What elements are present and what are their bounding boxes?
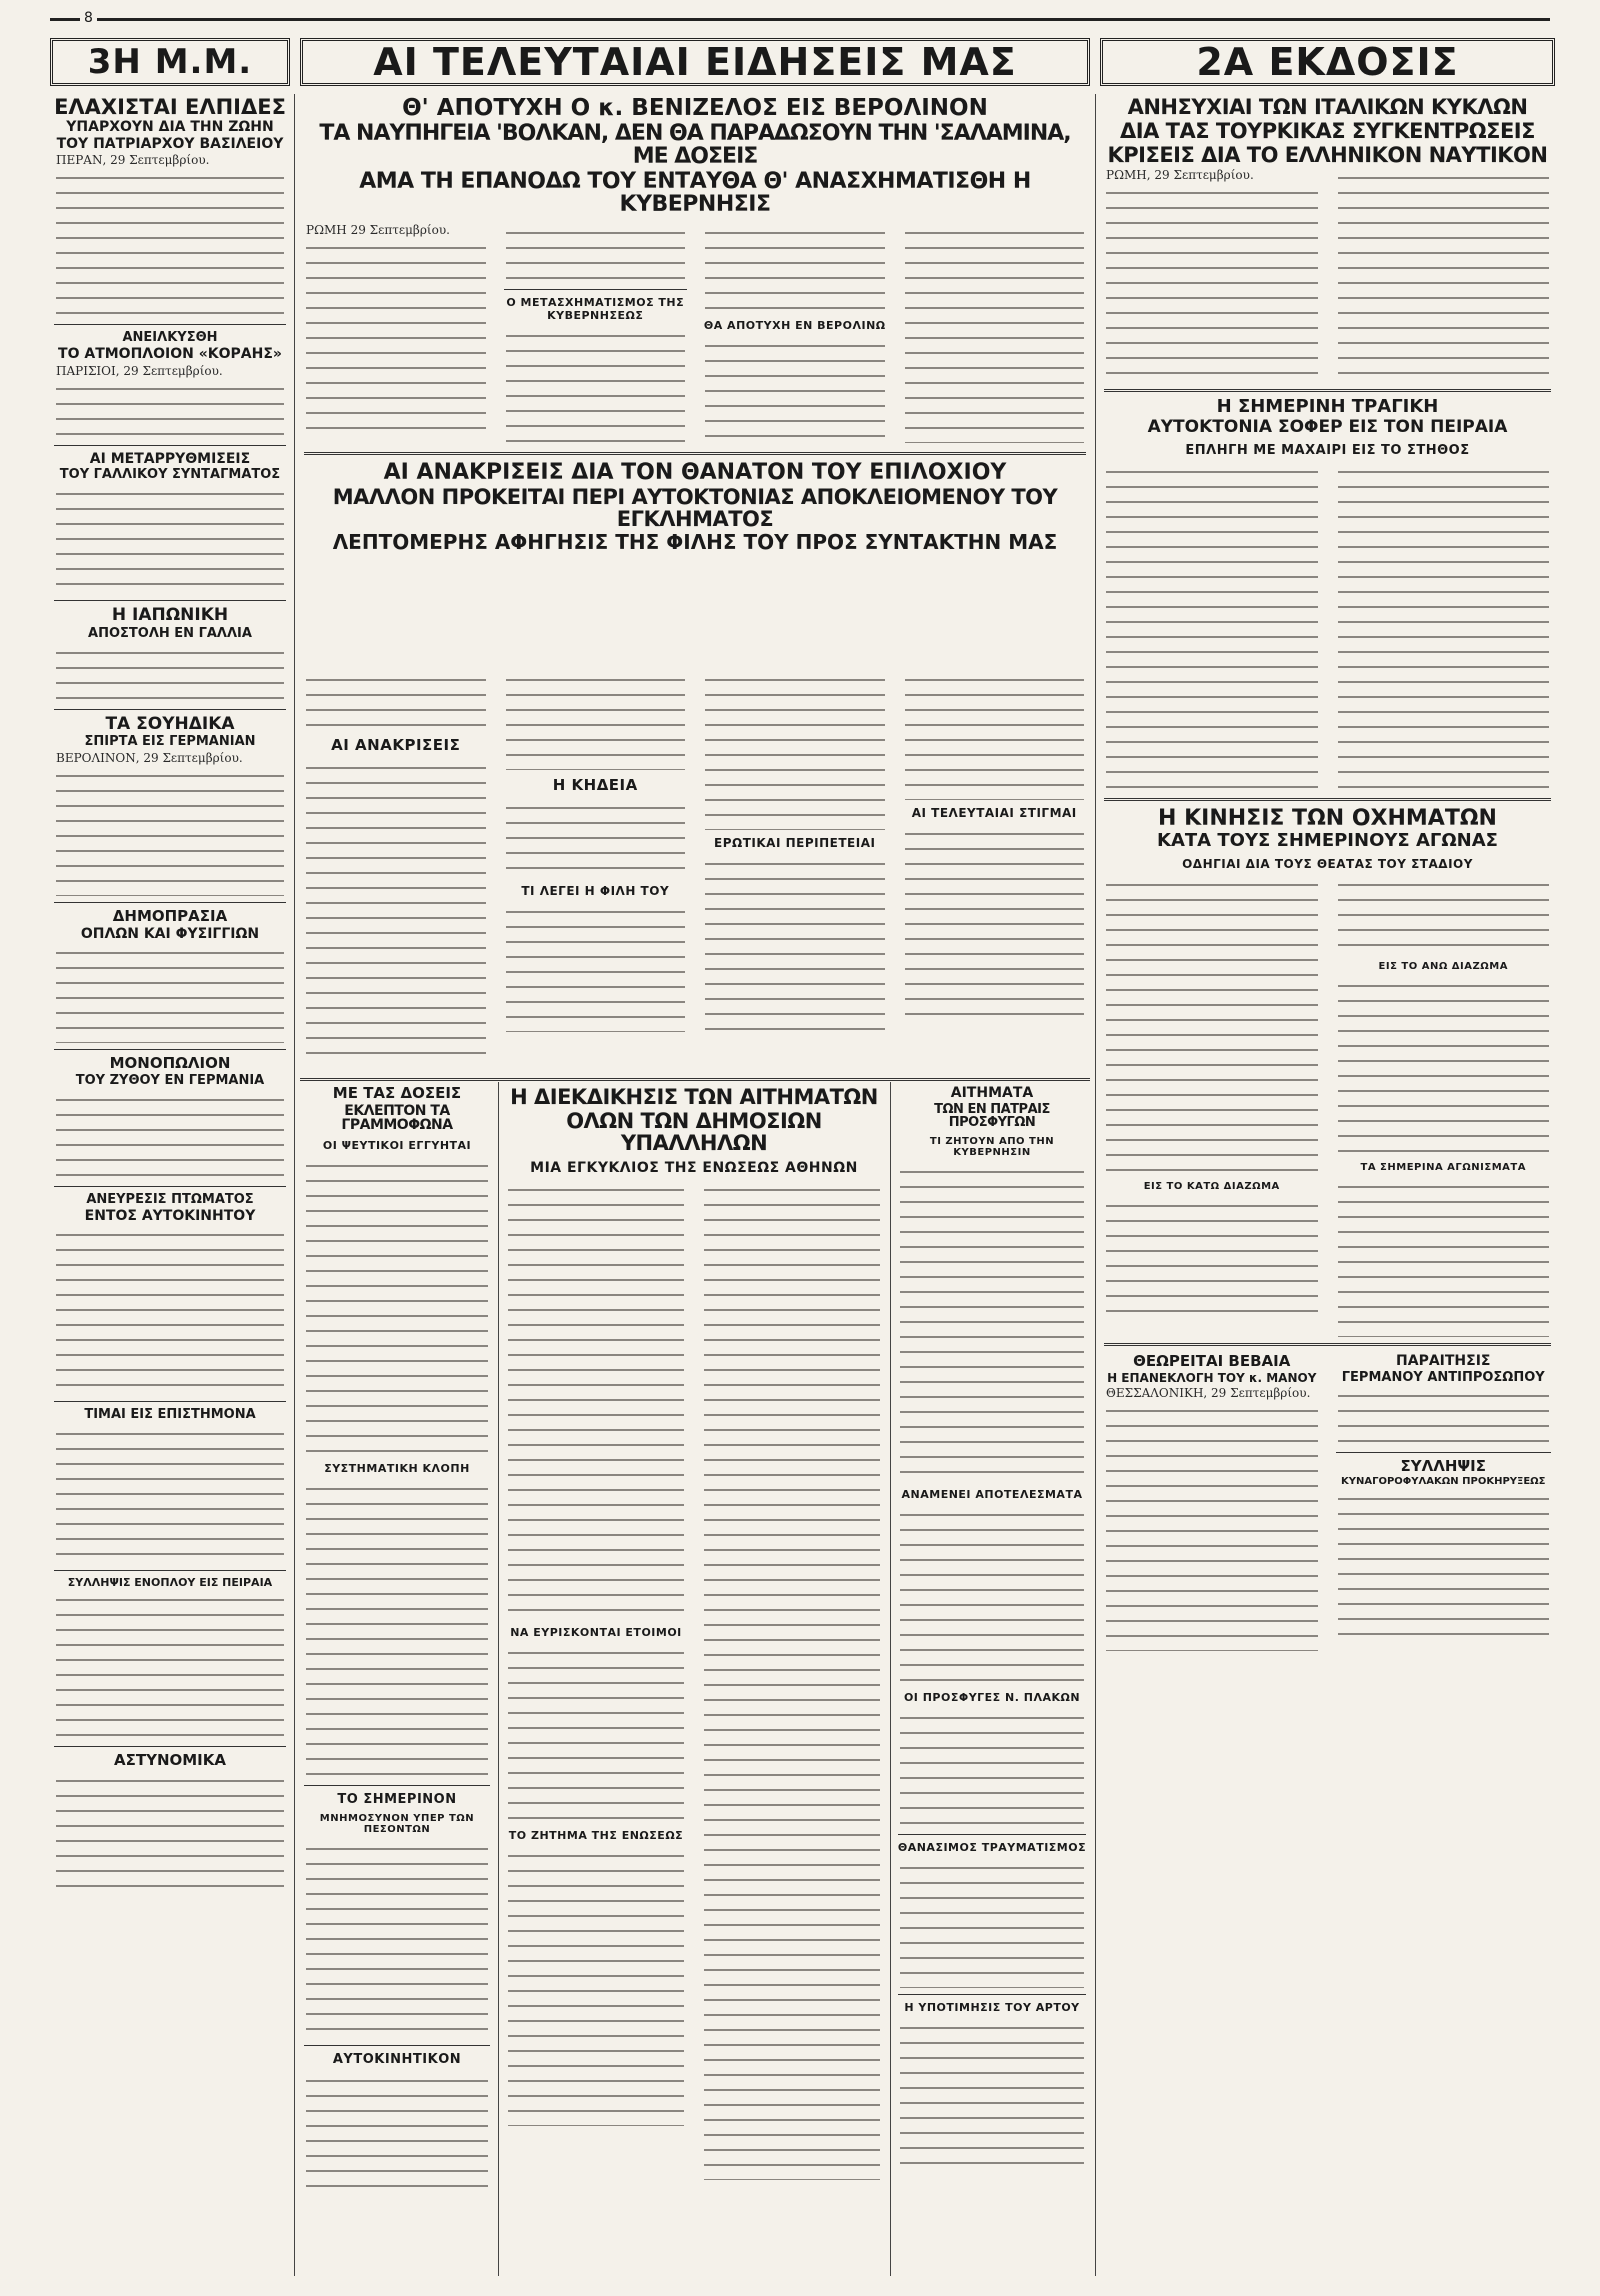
subheading: ΜΙΑ ΕΓΚΥΚΛΙΟΣ ΤΗΣ ΕΝΩΣΕΩΣ ΑΘΗΝΩΝ <box>530 1160 858 1177</box>
subheading: ΑΝΑΜΕΝΕΙ ΑΠΟΤΕΛΕΣΜΑΤΑ <box>901 1487 1083 1501</box>
article-body <box>705 336 885 446</box>
headline: ΤΙΜΑΙ ΕΙΣ ΕΠΙΣΤΗΜΟΝΑ <box>84 1407 256 1423</box>
banner-left: 3Η Μ.Μ. <box>50 38 290 86</box>
headline: Η ΙΑΠΩΝΙΚΗ <box>111 605 229 626</box>
headline: ΜΕ ΤΑΣ ΔΟΣΕΙΣ <box>332 1084 462 1102</box>
article-body <box>900 1505 1084 1685</box>
headline: Η ΚΙΝΗΣΙΣ ΤΩΝ ΟΧΗΜΑΤΩΝ <box>1158 805 1497 831</box>
article-body <box>306 670 486 730</box>
lower-column-b <box>502 1084 886 2274</box>
article-body <box>1338 875 1550 955</box>
headline: ΑΙ ΑΝΑΚΡΙΣΕΙΣ ΔΙΑ ΤΟΝ ΘΑΝΑΤΟΝ ΤΟΥ ΕΠΙΛΟΧΙΟΥ <box>383 459 1007 485</box>
article-body <box>705 854 885 1034</box>
left-column <box>50 94 290 2276</box>
column-rule <box>1095 94 1096 2276</box>
article-body <box>1338 168 1550 383</box>
article-body <box>1338 1177 1550 1337</box>
article-body <box>905 824 1085 1024</box>
article-dateline: ΘΕΣΣΑΛΟΝΙΚΗ, 29 Σεπτεμβρίου. <box>1106 1386 1311 1401</box>
headline: ΤΟΥ ΓΑΛΛΙΚΟΥ ΣΥΝΤΑΓΜΑΤΟΣ <box>59 467 281 483</box>
subheading: Η ΚΗΔΕΙΑ <box>552 776 638 794</box>
center-mid-article <box>300 670 1090 1070</box>
subheading: ΤΟ ΣΗΜΕΡΙΝΟΝ <box>337 1792 457 1808</box>
subheading: ΕΙΣ ΤΟ ΚΑΤΩ ΔΙΑΖΩΜΑ <box>1143 1180 1280 1192</box>
headline: ΔΙΑ ΤΑΣ ΤΟΥΡΚΙΚΑΣ ΣΥΓΚΕΝΤΡΩΣΕΙΣ <box>1120 119 1535 144</box>
subheading: ΝΑ ΕΥΡΙΣΚΟΝΤΑΙ ΕΤΟΙΜΟΙ <box>510 1626 682 1640</box>
divider <box>54 324 286 325</box>
lower-column-c <box>894 1084 1090 2274</box>
headline: ΣΥΛΛΗΨΙΣ ΕΝΟΠΛΟΥ ΕΙΣ ΠΕΙΡΑΙΑ <box>67 1575 273 1589</box>
divider <box>54 902 286 903</box>
headline: ΑΙΤΗΜΑΤΑ <box>950 1085 1034 1101</box>
divider <box>1104 1343 1551 1346</box>
headline: Η ΕΠΑΝΕΚΛΟΓΗ ΤΟΥ κ. ΜΑΝΟΥ <box>1107 1370 1317 1385</box>
subheading: ΤΑ ΣΗΜΕΡΙΝΑ ΑΓΩΝΙΣΜΑΤΑ <box>1360 1161 1526 1173</box>
divider <box>54 445 286 446</box>
article-body <box>905 223 1085 443</box>
article-body <box>508 1846 684 2126</box>
subheading: ΕΡΩΤΙΚΑΙ ΠΕΡΙΠΕΤΕΙΑΙ <box>714 836 876 850</box>
divider <box>54 1746 286 1747</box>
article-body <box>306 758 486 1058</box>
subheading: ΤΙ ΛΕΓΕΙ Η ΦΙΛΗ ΤΟΥ <box>521 884 670 898</box>
article-body <box>506 223 686 283</box>
article-body <box>900 1162 1084 1482</box>
right-column <box>1100 94 1555 2276</box>
article-body <box>506 902 686 1032</box>
headline: ΤΑ ΣΟΥΗΔΙΚΑ <box>105 713 235 734</box>
subheading: ΟΙ ΠΡΟΣΦΥΓΕΣ Ν. ΠΛΑΚΩΝ <box>903 1690 1081 1704</box>
subheading: ΑΥΤΟΚΙΝΗΤΙΚΟΝ <box>332 2052 462 2068</box>
article-body <box>1338 976 1550 1156</box>
headline: ΤΑ ΝΑΥΠΗΓΕΙΑ 'ΒΟΛΚΑΝ, ΔΕΝ ΘΑ ΠΑΡΑΔΩΣΟΥΝ ΤΗΝ 'ΣΑΛΑΜΙΝΑ, ΜΕ ΔΟΣΕΙΣ <box>319 121 1071 170</box>
newspaper-page <box>10 10 1590 2286</box>
article-body <box>705 223 885 313</box>
article-body <box>1338 1489 1550 1639</box>
subheading: ΟΙ ΨΕΥΤΙΚΟΙ ΕΓΓΥΗΤΑΙ <box>322 1139 472 1153</box>
article-body <box>1106 875 1318 1175</box>
top-rule <box>50 18 1550 21</box>
article-body <box>306 1479 488 1779</box>
divider <box>54 1570 286 1571</box>
article-body <box>508 1643 684 1823</box>
article-body <box>56 379 284 439</box>
page-number: 8 <box>80 10 97 26</box>
divider <box>54 709 286 710</box>
headline: ΤΩΝ ΕΝ ΠΑΤΡΑΙΣ ΠΡΟΣΦΥΓΩΝ <box>934 1101 1050 1131</box>
subheading: Ο ΜΕΤΑΣΧΗΜΑΤΙΣΜΟΣ ΤΗΣ ΚΥΒΕΡΝΗΣΕΩΣ <box>506 295 685 322</box>
subheading: ΘΑΝΑΣΙΜΟΣ ΤΡΑΥΜΑΤΙΣΜΟΣ <box>897 1840 1087 1854</box>
headline: ΜΑΛΛΟΝ ΠΡΟΚΕΙΤΑΙ ΠΕΡΙ ΑΥΤΟΚΤΟΝΙΑΣ ΑΠΟΚΛΕΙΟΜΕΝΟΥ ΤΟΥ ΕΓΚΛΗΜΑΤΟΣ <box>332 484 1058 531</box>
headline: ΣΠΙΡΤΑ ΕΙΣ ΓΕΡΜΑΝΙΑΝ <box>84 734 256 750</box>
divider <box>1104 389 1551 392</box>
divider <box>898 1994 1086 1995</box>
divider <box>304 1785 490 1786</box>
article-body <box>1106 1401 1318 1651</box>
article-body <box>56 1590 284 1740</box>
subheading: ΑΙ ΤΕΛΕΥΤΑΙΑΙ ΣΤΙΓΜΑΙ <box>911 806 1077 820</box>
section-divider <box>300 1078 1090 1081</box>
headline: ΠΑΡΑΙΤΗΣΙΣ <box>1396 1352 1491 1369</box>
article-body <box>900 1858 1084 1988</box>
headline: Η ΔΙΕΚΔΙΚΗΣΙΣ ΤΩΝ ΑΙΤΗΜΑΤΩΝ <box>510 1085 878 1109</box>
article-body <box>56 1225 284 1395</box>
headline: ΑΜΑ ΤΗ ΕΠΑΝΟΔΩ ΤΟΥ ΕΝΤΑΥΘΑ Θ' ΑΝΑΣΧΗΜΑΤΙΣΘΗ Η ΚΥΒΕΡΝΗΣΙΣ <box>359 169 1031 218</box>
headline: ΔΗΜΟΠΡΑΣΙΑ <box>112 907 228 926</box>
divider <box>504 289 688 290</box>
article-body <box>56 943 284 1043</box>
divider <box>54 1401 286 1402</box>
banner-center: ΑΙ ΤΕΛΕΥΤΑΙΑΙ ΕΙΔΗΣΕΙΣ ΜΑΣ <box>300 38 1090 86</box>
article-body <box>56 1424 284 1564</box>
article-body <box>506 670 686 770</box>
headline: ΚΡΙΣΕΙΣ ΔΙΑ ΤΟ ΕΛΛΗΝΙΚΟΝ ΝΑΥΤΙΚΟΝ <box>1107 143 1548 168</box>
headline: ΘΕΩΡΕΙΤΑΙ ΒΕΒΑΙΑ <box>1133 1351 1291 1370</box>
column-rule <box>294 94 295 2276</box>
headline: ΚΑΤΑ ΤΟΥΣ ΣΗΜΕΡΙΝΟΥΣ ΑΓΩΝΑΣ <box>1157 829 1498 851</box>
headline: ΥΠΑΡΧΟΥΝ ΔΙΑ ΤΗΝ ΖΩΗΝ <box>66 119 274 136</box>
subheading: ΤΟ ΖΗΤΗΜΑ ΤΗΣ ΕΝΩΣΕΩΣ <box>508 1829 684 1843</box>
subheading: ΕΙΣ ΤΟ ΑΝΩ ΔΙΑΖΩΜΑ <box>1378 960 1508 972</box>
column-rule <box>890 1082 891 2276</box>
subheading: ΕΠΛΗΓΗ ΜΕ ΜΑΧΑΙΡΙ ΕΙΣ ΤΟ ΣΤΗΘΟΣ <box>1185 442 1470 458</box>
article-body <box>704 1180 880 2180</box>
article-dateline: ΡΩΜΗ 29 Σεπτεμβρίου. <box>306 222 450 237</box>
article-body <box>56 1090 284 1180</box>
article-body <box>56 766 284 896</box>
headline: ΚΥΝΑΓΟΡΟΦΥΛΑΚΩΝ ΠΡΟΚΗΡΥΞΕΩΣ <box>1341 1475 1546 1487</box>
headline: ΟΠΛΩΝ ΚΑΙ ΦΥΣΙΓΓΙΩΝ <box>80 925 260 942</box>
headline: Η ΣΗΜΕΡΙΝΗ ΤΡΑΓΙΚΗ <box>1216 396 1439 418</box>
divider <box>54 1049 286 1050</box>
article-body <box>1338 1386 1550 1446</box>
article-body <box>306 1839 488 2039</box>
article-body <box>1106 1196 1318 1316</box>
headline: ΑΝΕΙΛΚΥΣΘΗ <box>122 330 218 346</box>
banner-right: 2Α ΕΚΔΟΣΙΣ <box>1100 38 1555 86</box>
headline: ΛΕΠΤΟΜΕΡΗΣ ΑΦΗΓΗΣΙΣ ΤΗΣ ΦΙΛΗΣ ΤΟΥ ΠΡΟΣ ΣΥΝΤΑΚΤΗΝ ΜΑΣ <box>332 529 1058 554</box>
subheading: ΤΙ ΖΗΤΟΥΝ ΑΠΟ ΤΗΝ ΚΥΒΕΡΝΗΣΙΝ <box>929 1135 1055 1158</box>
article-dateline: ΒΕΡΟΛΙΝΟΝ, 29 Σεπτεμβρίου. <box>56 751 243 766</box>
subheading: ΟΔΗΓΙΑΙ ΔΙΑ ΤΟΥΣ ΘΕΑΤΑΣ ΤΟΥ ΣΤΑΔΙΟΥ <box>1182 856 1473 871</box>
divider <box>304 2045 490 2046</box>
headline: Θ' ΑΠΟΤΥΧΗ Ο κ. ΒΕΝΙΖΕΛΟΣ ΕΙΣ ΒΕΡΟΛΙΝΟΝ <box>402 95 988 121</box>
article-dateline: ΡΩΜΗ, 29 Σεπτεμβρίου. <box>1106 168 1254 183</box>
headline: ΤΟΥ ΠΑΤΡΙΑΡΧΟΥ ΒΑΣΙΛΕΙΟΥ <box>56 135 284 152</box>
headline: ΜΟΝΟΠΩΛΙΟΝ <box>109 1054 231 1073</box>
headline: ΑΝΗΣΥΧΙΑΙ ΤΩΝ ΙΤΑΛΙΚΩΝ ΚΥΚΛΩΝ <box>1127 95 1528 119</box>
article-body <box>705 670 885 830</box>
divider <box>54 600 286 601</box>
subheading: ΑΙ ΑΝΑΚΡΙΣΕΙΣ <box>331 736 461 754</box>
divider <box>54 1186 286 1187</box>
article-body <box>1106 183 1318 383</box>
center-top-article <box>300 94 1090 664</box>
article-body <box>56 1771 284 1891</box>
divider <box>1104 798 1551 801</box>
divider <box>304 452 1086 455</box>
article-body <box>1106 462 1318 792</box>
column-rule <box>498 1082 499 2276</box>
article-body <box>306 1156 488 1456</box>
article-body <box>56 168 284 318</box>
headline: ΑΙ ΜΕΤΑΡΡΥΘΜΙΣΕΙΣ <box>89 450 251 467</box>
article-dateline: ΠΕΡΑΝ, 29 Σεπτεμβρίου. <box>56 153 210 168</box>
article-body <box>506 798 686 878</box>
headline: ΑΣΤΥΝΟΜΙΚΑ <box>114 1751 226 1770</box>
headline: ΑΥΤΟΚΤΟΝΙΑ ΣΟΦΕΡ ΕΙΣ ΤΟΝ ΠΕΙΡΑΙΑ <box>1147 417 1508 438</box>
article-dateline: ΠΑΡΙΣΙΟΙ, 29 Σεπτεμβρίου. <box>56 363 223 378</box>
headline: ΓΕΡΜΑΝΟΥ ΑΝΤΙΠΡΟΣΩΠΟΥ <box>1341 1369 1545 1385</box>
article-body <box>56 484 284 594</box>
headline: ΤΟΥ ΖΥΘΟΥ ΕΝ ΓΕΡΜΑΝΙΑ <box>75 1073 265 1089</box>
divider <box>1336 1452 1552 1453</box>
headline: ΑΝΕΥΡΕΣΙΣ ΠΤΩΜΑΤΟΣ <box>86 1191 254 1207</box>
headline: ΕΝΤΟΣ ΑΥΤΟΚΙΝΗΤΟΥ <box>84 1207 256 1224</box>
article-body <box>508 1180 684 1620</box>
headline: ΕΚΛΕΠΤΟΝ ΤΑ ΓΡΑΜΜΟΦΩΝΑ <box>341 1102 453 1134</box>
article-body <box>56 643 284 703</box>
article-body <box>905 670 1085 800</box>
lower-column-a <box>300 1084 494 2274</box>
subheading: ΘΑ ΑΠΟΤΥΧΗ ΕΝ ΒΕΡΟΛΙΝΩ <box>703 318 886 332</box>
article-body <box>1338 462 1550 792</box>
subheading: ΜΝΗΜΟΣΥΝΟΝ ΥΠΕΡ ΤΩΝ ΠΕΣΟΝΤΩΝ <box>319 1813 475 1836</box>
article-body <box>306 238 486 438</box>
article-body <box>900 1708 1084 1828</box>
divider <box>898 1834 1086 1835</box>
subheading: ΣΥΣΤΗΜΑΤΙΚΗ ΚΛΟΠΗ <box>324 1462 470 1476</box>
article-body <box>506 326 686 446</box>
article-body <box>306 2071 488 2191</box>
headline: ΣΥΛΛΗΨΙΣ <box>1400 1457 1486 1476</box>
subheading: Η ΥΠΟΤΙΜΗΣΙΣ ΤΟΥ ΑΡΤΟΥ <box>904 2000 1080 2014</box>
headline: ΑΠΟΣΤΟΛΗ ΕΝ ΓΑΛΛΙΑ <box>88 625 252 641</box>
article-body <box>900 2018 1084 2168</box>
headline: ΤΟ ΑΤΜΟΠΛΟΙΟΝ «ΚΟΡΑΗΣ» <box>58 346 282 363</box>
headline: ΕΛΑΧΙΣΤΑΙ ΕΛΠΙΔΕΣ <box>54 95 286 119</box>
headline: ΟΛΩΝ ΤΩΝ ΔΗΜΟΣΙΩΝ ΥΠΑΛΛΗΛΩΝ <box>566 1109 822 1156</box>
